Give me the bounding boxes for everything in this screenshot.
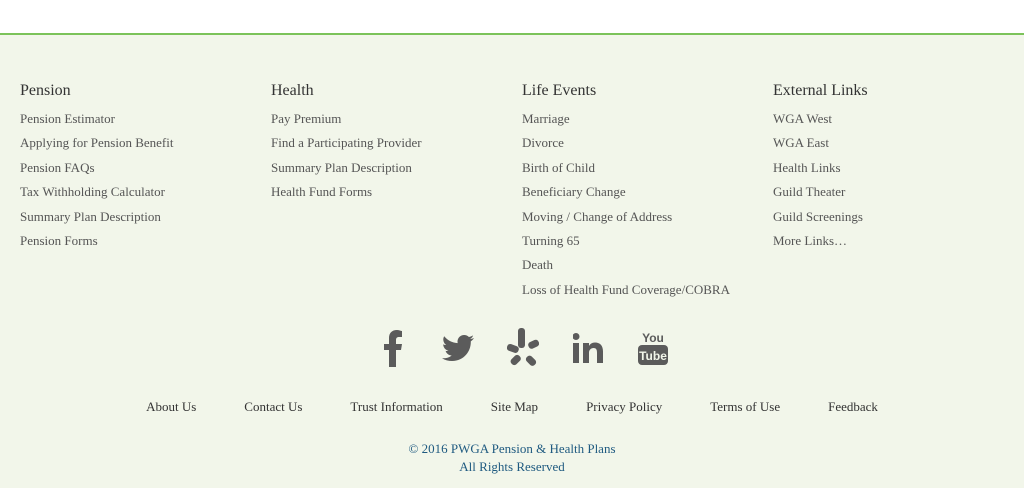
footer-link[interactable]: Pension Estimator xyxy=(20,111,115,126)
footer-link[interactable]: Birth of Child xyxy=(522,159,595,175)
column-heading: External Links xyxy=(773,82,868,99)
footer-link[interactable]: Marriage xyxy=(522,111,570,126)
twitter-icon[interactable] xyxy=(425,327,490,369)
footer-link[interactable]: Pay Premium xyxy=(271,111,342,126)
footer-column-health xyxy=(271,81,522,302)
footer-link[interactable]: Turning 65 xyxy=(522,233,580,249)
footer-link[interactable]: More Links… xyxy=(773,233,848,249)
footer-link[interactable]: Moving / Change of Address xyxy=(522,208,673,224)
column-heading: Life Events xyxy=(522,82,597,99)
footer-link[interactable]: Pension FAQs xyxy=(20,159,95,175)
about-us-link[interactable]: About Us xyxy=(146,399,197,414)
column-heading: Health xyxy=(271,82,314,99)
copyright xyxy=(0,440,1024,476)
footer-column-external-links xyxy=(773,81,1024,302)
contact-us-link[interactable]: Contact Us xyxy=(244,399,303,414)
footer-link[interactable]: Summary Plan Description xyxy=(20,208,161,224)
linkedin-icon[interactable] xyxy=(555,327,620,369)
site-footer xyxy=(0,35,1024,488)
footer-link[interactable]: Death xyxy=(522,257,554,273)
footer-columns xyxy=(20,81,1024,302)
top-bar xyxy=(0,0,1024,35)
svg-text:You: You xyxy=(641,331,664,345)
footer-column-pension xyxy=(20,81,271,302)
footer-link[interactable]: Applying for Pension Benefit xyxy=(20,135,174,151)
bottom-nav xyxy=(0,399,1024,415)
footer-link[interactable]: Pension Forms xyxy=(20,233,98,249)
footer-link[interactable]: Health Fund Forms xyxy=(271,184,373,200)
trust-information-link[interactable]: Trust Information xyxy=(350,399,443,414)
feedback-link[interactable]: Feedback xyxy=(828,399,878,414)
svg-text:Tube: Tube xyxy=(638,349,667,363)
facebook-icon[interactable] xyxy=(360,327,425,369)
column-heading: Pension xyxy=(20,82,71,99)
social-links xyxy=(360,327,685,369)
footer-column-life-events xyxy=(522,81,773,302)
yelp-icon[interactable] xyxy=(490,327,555,369)
footer-link[interactable]: Health Links xyxy=(773,159,841,175)
privacy-policy-link[interactable]: Privacy Policy xyxy=(586,399,663,414)
footer-link[interactable]: Guild Theater xyxy=(773,184,846,200)
footer-link[interactable]: Summary Plan Description xyxy=(271,159,412,175)
youtube-icon[interactable] xyxy=(620,327,685,369)
footer-link[interactable]: Find a Participating Provider xyxy=(271,135,422,151)
footer-link[interactable]: Guild Screenings xyxy=(773,208,863,224)
footer-link[interactable]: Loss of Health Fund Coverage/COBRA xyxy=(522,281,730,297)
footer-link[interactable]: Beneficiary Change xyxy=(522,184,626,200)
footer-link[interactable]: WGA East xyxy=(773,135,829,151)
rights-line: All Rights Reserved xyxy=(459,459,565,474)
terms-of-use-link[interactable]: Terms of Use xyxy=(710,399,781,414)
footer-link[interactable]: Divorce xyxy=(522,135,564,151)
footer-link[interactable]: WGA West xyxy=(773,111,833,126)
site-map-link[interactable]: Site Map xyxy=(490,399,539,414)
footer-link[interactable]: Tax Withholding Calculator xyxy=(20,184,165,200)
copyright-line: © 2016 PWGA Pension & Health Plans xyxy=(408,441,616,456)
